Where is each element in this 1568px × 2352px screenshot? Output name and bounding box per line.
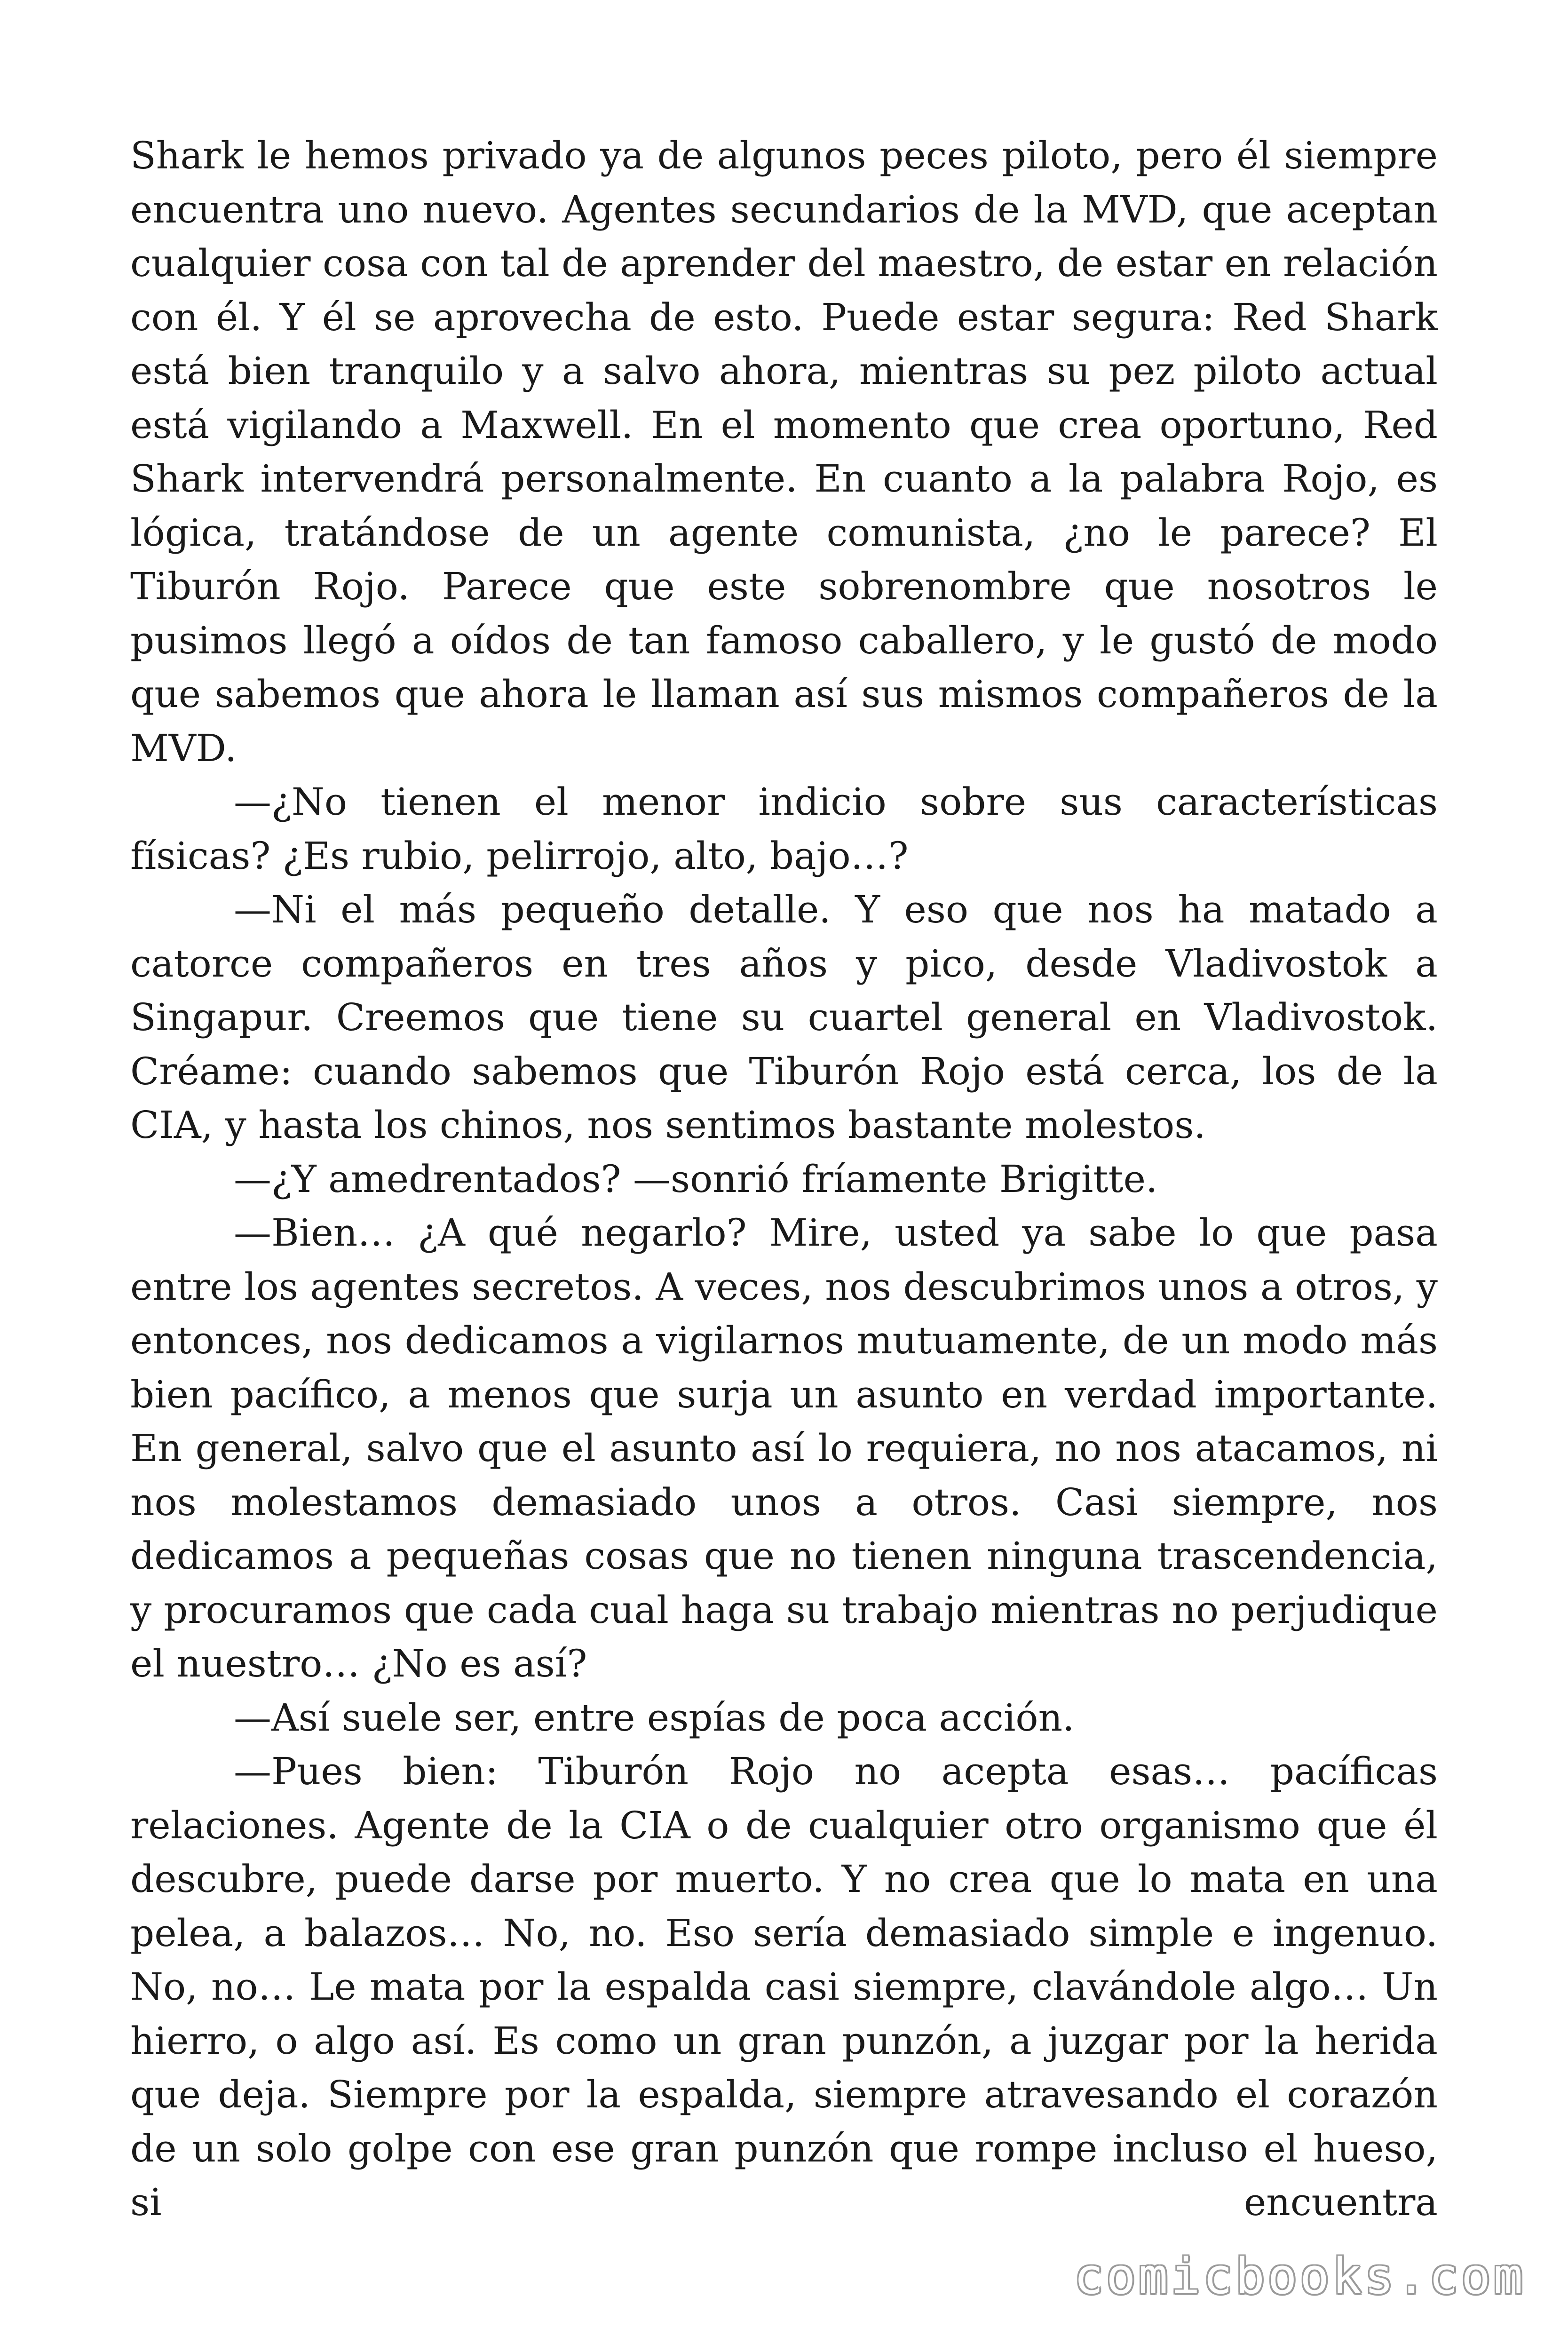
paragraph-7: —Pues bien: Tiburón Rojo no acepta esas… pacíficas relaciones. Agente de la CIA o de cualquier otro organismo que él descubre, puede darse por muerto. Y no crea que lo mata en una pelea, a balazos… No, no. Eso sería demasiado simple e ingenuo. No, no… Le mata por la espalda casi siempre, clavándole algo… Un hierro, o algo así. Es como un gran punzón, a juzgar por la herida que deja. Siempre por la espalda, siempre atravesando el corazón de un solo golpe con ese gran punzón que rompe incluso el hueso, si encuentra (130, 1749, 1438, 2224)
page-body (130, 129, 1438, 2230)
watermark-logo: comicbooks.com (1074, 2248, 1526, 2305)
paragraph-5: —Bien… ¿A qué negarlo? Mire, usted ya sabe lo que pasa entre los agentes secretos. A veces, nos descubrimos unos a otros, y entonces, nos dedicamos a vigilarnos mutuamente, de un modo más bien pacífico, a menos que surja un asunto en verdad importante. En general, salvo que el asunto así lo requiera, no nos atacamos, ni nos molestamos demasiado unos a otros. Casi siempre, nos dedicamos a pequeñas cosas que no tienen ninguna trascendencia, y procuramos que cada cual haga su trabajo mientras no perjudique el nuestro… ¿No es así? (130, 1211, 1438, 1685)
paragraph-6: —Así suele ser, entre espías de poca acción. (234, 1695, 1075, 1740)
paragraph-3: —Ni el más pequeño detalle. Y eso que nos ha matado a catorce compañeros en tres años y pico, desde Vladivostok a Singapur. Creemos que tiene su cuartel general en Vladivostok. Créame: cuando sabemos que Tiburón Rojo está cerca, los de la CIA, y hasta los chinos, nos sentimos bastante molestos. (130, 888, 1438, 1147)
paragraph-4: —¿Y amedrentados? —sonrió fríamente Brigitte. (234, 1157, 1158, 1201)
paragraph-2: —¿No tienen el menor indicio sobre sus características físicas? ¿Es rubio, pelirrojo, alto, bajo…? (130, 780, 1438, 878)
paragraph-1: Shark le hemos privado ya de algunos peces piloto, pero él siempre encuentra uno nuevo. Agentes secundarios de la MVD, que aceptan cualquier cosa con tal de aprender del maestro, de estar en relación con él. Y él se aprovecha de esto. Puede estar segura: Red Shark está bien tranquilo y a salvo ahora, mientras su pez piloto actual está vigilando a Maxwell. En el momento que crea oportuno, Red Shark intervendrá personalmente. En cuanto a la palabra Rojo, es lógica, tratándose de un agente comunista, ¿no le parece? El Tiburón Rojo. Parece que este sobrenombre que nosotros le pusimos llegó a oídos de tan famoso caballero, y le gustó de modo que sabemos que ahora le llaman así sus mismos compañeros de la MVD. (130, 134, 1438, 770)
